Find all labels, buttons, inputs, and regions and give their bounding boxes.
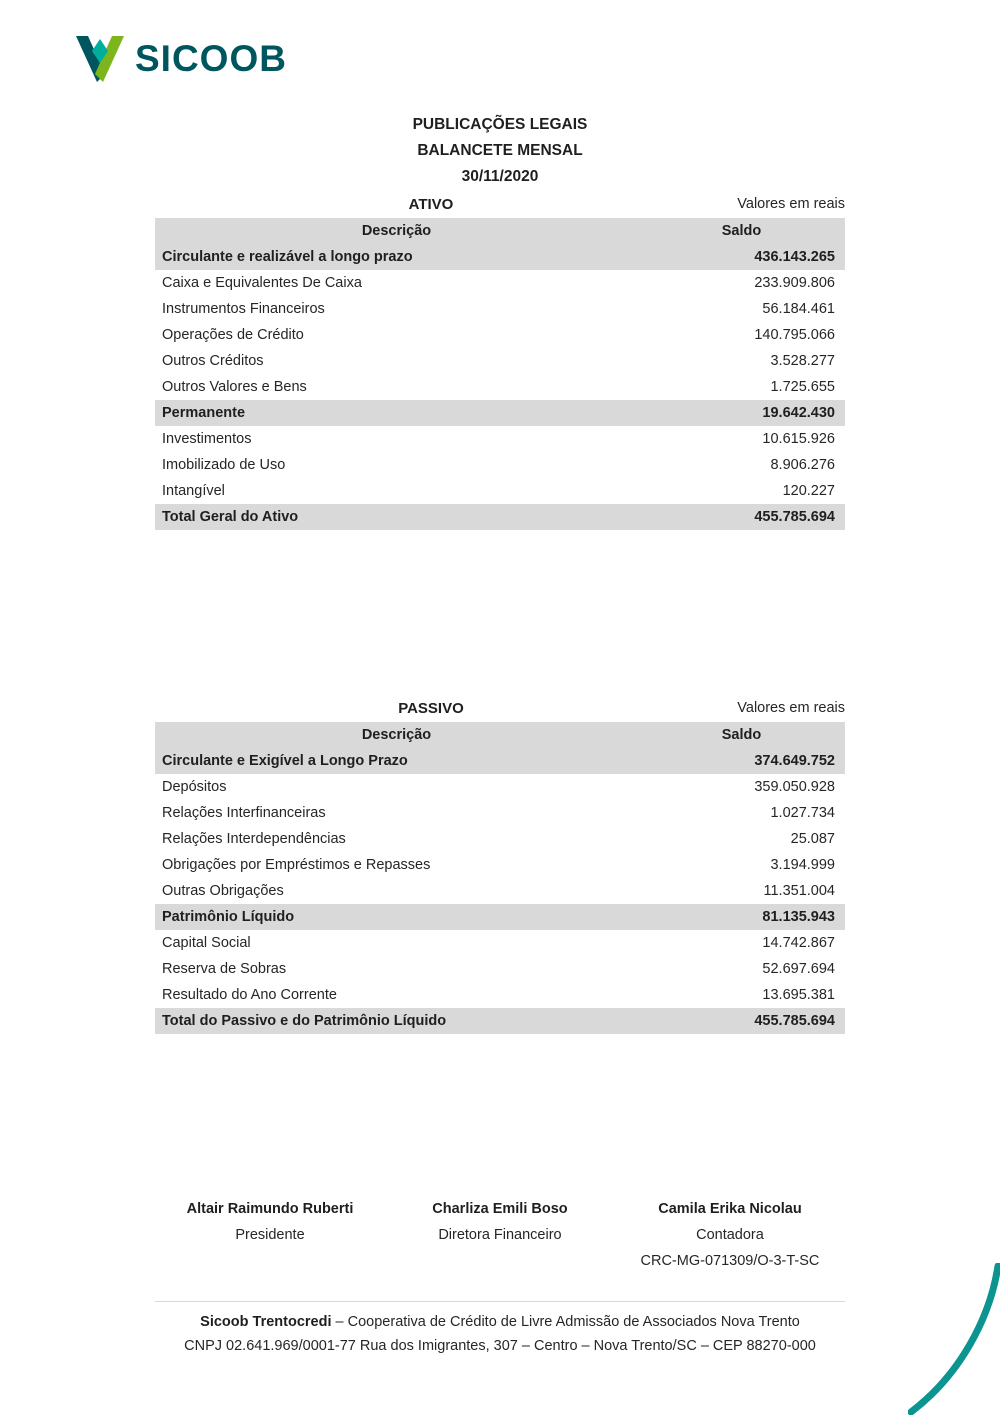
- passivo-header-row: [155, 722, 845, 748]
- signature-financial-director: [385, 1196, 615, 1274]
- row-label: Imobilizado de Uso: [162, 457, 286, 473]
- footer-company-line: [155, 1310, 845, 1334]
- brand-wordmark: SICOOB: [135, 38, 287, 79]
- row-value: 455.785.694: [754, 1013, 835, 1029]
- table-row: [155, 400, 845, 426]
- table-row: [155, 452, 845, 478]
- table-row: [155, 904, 845, 930]
- row-value: 52.697.694: [762, 961, 835, 977]
- row-value: 10.615.926: [762, 431, 835, 447]
- row-value: 455.785.694: [754, 509, 835, 525]
- doc-subtitle: BALANCETE MENSAL: [417, 142, 583, 159]
- ativo-rows: [155, 244, 845, 530]
- table-row: [155, 982, 845, 1008]
- row-value: 1.725.655: [770, 379, 835, 395]
- sicoob-logo-icon: [74, 36, 126, 82]
- row-value: 11.351.004: [763, 883, 835, 899]
- signature-accountant: [615, 1196, 845, 1274]
- passivo-title: PASSIVO: [398, 699, 464, 717]
- row-value: 3.194.999: [770, 857, 835, 873]
- ativo-section: [155, 190, 845, 530]
- row-value: 120.227: [782, 483, 835, 499]
- ativo-header-row: [155, 218, 845, 244]
- row-value: 233.909.806: [754, 275, 835, 291]
- corner-swoosh-decoration: [908, 1263, 1000, 1415]
- row-label: Permanente: [162, 405, 246, 421]
- table-row: [155, 800, 845, 826]
- row-label: Operações de Crédito: [162, 327, 304, 343]
- table-row: [155, 504, 845, 530]
- row-value: 359.050.928: [754, 779, 835, 795]
- table-row: [155, 774, 845, 800]
- doc-title: PUBLICAÇÕES LEGAIS: [412, 116, 588, 133]
- row-value: 8.906.276: [770, 457, 835, 473]
- row-label: Total Geral do Ativo: [162, 509, 299, 525]
- row-label: Circulante e Exigível a Longo Prazo: [162, 753, 408, 769]
- signatures: [155, 1196, 845, 1274]
- table-row: [155, 826, 845, 852]
- table-row: [155, 426, 845, 452]
- row-value: 81.135.943: [762, 909, 835, 925]
- row-value: 13.695.381: [762, 987, 835, 1003]
- signatory-role: Contadora: [696, 1227, 764, 1243]
- row-label: Obrigações por Empréstimos e Repasses: [162, 857, 431, 873]
- ativo-caption: [155, 190, 845, 218]
- row-value: 140.795.066: [754, 327, 835, 343]
- column-header-description: Descrição: [361, 223, 432, 239]
- row-label: Depósitos: [162, 779, 227, 795]
- row-label: Relações Interfinanceiras: [162, 805, 326, 821]
- row-label: Instrumentos Financeiros: [162, 301, 325, 317]
- row-label: Circulante e realizável a longo prazo: [162, 249, 413, 265]
- footer-company-name: Sicoob Trentocredi: [200, 1314, 332, 1330]
- sicoob-logo: [74, 36, 287, 82]
- signatory-name: Altair Raimundo Ruberti: [186, 1201, 354, 1217]
- table-row: [155, 244, 845, 270]
- passivo-rows: [155, 748, 845, 1034]
- row-value: 25.087: [790, 831, 835, 847]
- row-value: 3.528.277: [770, 353, 835, 369]
- row-label: Outros Créditos: [162, 353, 264, 369]
- row-label: Resultado do Ano Corrente: [162, 987, 337, 1003]
- row-label: Patrimônio Líquido: [162, 909, 295, 925]
- column-header-balance: Saldo: [721, 727, 762, 743]
- table-row: [155, 296, 845, 322]
- document-title-block: [0, 112, 1000, 190]
- table-row: [155, 478, 845, 504]
- table-row: [155, 1008, 845, 1034]
- passivo-unit-label: Valores em reais: [737, 700, 845, 716]
- column-header-balance: Saldo: [721, 223, 762, 239]
- signatory-name: Charliza Emili Boso: [432, 1201, 568, 1217]
- table-row: [155, 852, 845, 878]
- row-label: Outros Valores e Bens: [162, 379, 307, 395]
- column-header-description: Descrição: [361, 727, 432, 743]
- row-label: Investimentos: [162, 431, 252, 447]
- row-value: 56.184.461: [762, 301, 835, 317]
- footer-company-description: – Cooperativa de Crédito de Livre Admissão de Associados Nova Trento: [335, 1314, 800, 1330]
- row-label: Reserva de Sobras: [162, 961, 287, 977]
- row-value: 19.642.430: [762, 405, 835, 421]
- table-row: [155, 878, 845, 904]
- row-value: 14.742.867: [762, 935, 835, 951]
- signatory-role: Presidente: [235, 1227, 305, 1243]
- row-label: Relações Interdependências: [162, 831, 346, 847]
- doc-date: 30/11/2020: [461, 168, 539, 185]
- row-label: Capital Social: [162, 935, 251, 951]
- row-label: Total do Passivo e do Patrimônio Líquido: [162, 1013, 447, 1029]
- signatory-registration: CRC-MG-071309/O-3-T-SC: [640, 1253, 820, 1269]
- row-label: Outras Obrigações: [162, 883, 284, 899]
- footer: [155, 1301, 845, 1358]
- signatory-role: Diretora Financeiro: [438, 1227, 562, 1243]
- row-label: Caixa e Equivalentes De Caixa: [162, 275, 362, 291]
- table-row: [155, 270, 845, 296]
- passivo-caption: [155, 694, 845, 722]
- signature-president: [155, 1196, 385, 1274]
- row-value: 436.143.265: [754, 249, 835, 265]
- ativo-unit-label: Valores em reais: [737, 196, 845, 212]
- table-row: [155, 322, 845, 348]
- table-row: [155, 930, 845, 956]
- row-value: 374.649.752: [754, 753, 835, 769]
- table-row: [155, 348, 845, 374]
- row-value: 1.027.734: [770, 805, 835, 821]
- signatory-name: Camila Erika Nicolau: [658, 1201, 802, 1217]
- passivo-section: [155, 694, 845, 1034]
- table-row: [155, 374, 845, 400]
- table-row: [155, 748, 845, 774]
- table-row: [155, 956, 845, 982]
- ativo-title: ATIVO: [408, 195, 454, 213]
- row-label: Intangível: [162, 483, 225, 499]
- footer-address-line: CNPJ 02.641.969/0001-77 Rua dos Imigrantes, 307 – Centro – Nova Trento/SC – CEP 88270-000: [184, 1338, 816, 1354]
